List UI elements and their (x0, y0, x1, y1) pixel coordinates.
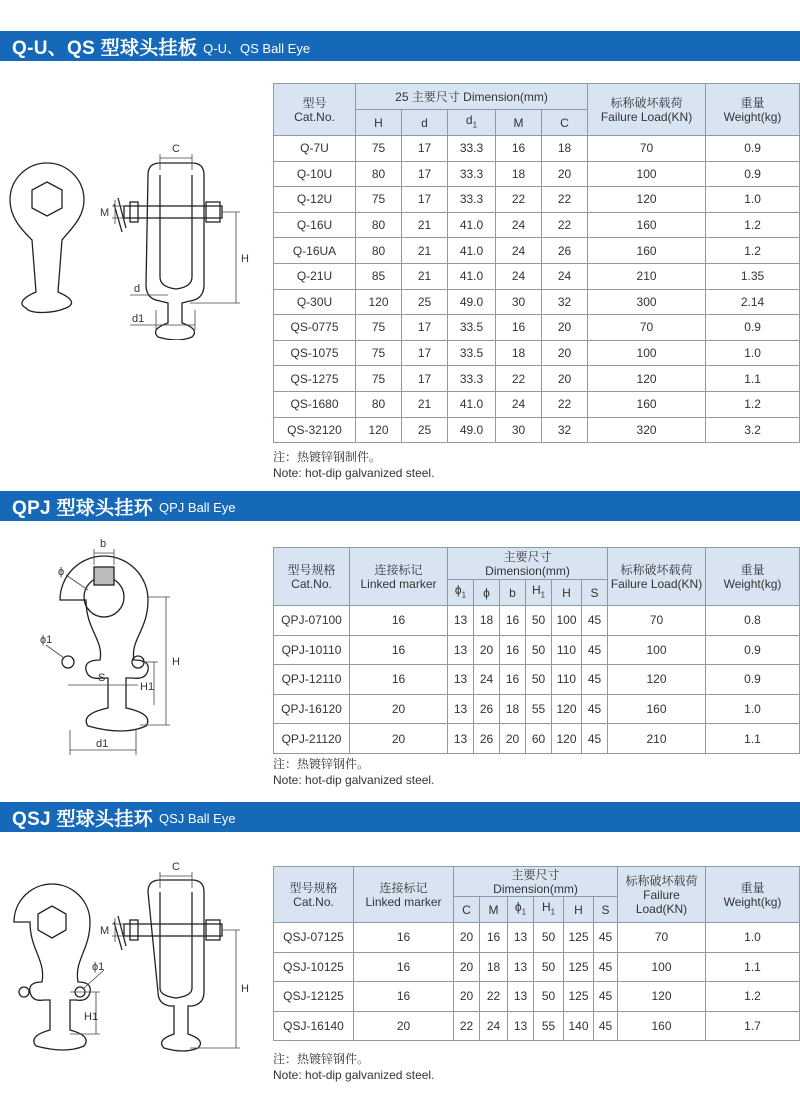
dim-label-b: b (100, 538, 107, 550)
table-cell: 0.9 (706, 635, 800, 665)
table-cell: 20 (454, 982, 480, 1012)
table-cell: 120 (588, 187, 706, 213)
table-cell: 110 (552, 665, 582, 695)
dim-label-m: M (100, 207, 110, 219)
table-row (274, 263, 800, 289)
table-cell: 22 (454, 1011, 480, 1041)
section-title-cn: Q-U、QS 型球头挂板 (12, 37, 198, 59)
table-cell: 16 (500, 635, 526, 665)
table-cell: 125 (564, 952, 594, 982)
table-cell: 41.0 (448, 391, 496, 417)
table-cell: 45 (594, 982, 618, 1012)
table-cell: 110 (552, 635, 582, 665)
table-cell: 17 (402, 340, 448, 366)
col-header-cat: 型号 Cat.No. (274, 84, 356, 136)
table-cell: 100 (588, 161, 706, 187)
table-cell: QS-1275 (274, 366, 356, 392)
note-cn: 注：热镀锌钢件。 (273, 1052, 370, 1066)
table-cell: 30 (496, 417, 542, 443)
dim-label-phi: ϕ (58, 566, 65, 578)
table-row (274, 952, 800, 982)
table-cell: QPJ-07100 (274, 606, 350, 636)
table-cell: QPJ-12110 (274, 665, 350, 695)
table-cell: 45 (594, 923, 618, 953)
table-cell: 26 (542, 238, 588, 264)
table-cell: 320 (588, 417, 706, 443)
qsj-spec-table (273, 866, 800, 1041)
table-row (274, 665, 800, 695)
table-cell: 70 (618, 923, 706, 953)
table-cell: 26 (474, 724, 500, 754)
table-cell: 13 (448, 724, 474, 754)
table-cell: 120 (552, 694, 582, 724)
table-cell: 13 (448, 606, 474, 636)
col-header-s: S (582, 580, 608, 606)
table-cell: 50 (526, 665, 552, 695)
col-header-cat: 型号规格 Cat.No. (274, 548, 350, 606)
qu-note (273, 449, 434, 481)
table-cell: 13 (508, 923, 534, 953)
table-cell: 18 (474, 606, 500, 636)
table-row (274, 238, 800, 264)
table-cell: 20 (542, 161, 588, 187)
table-cell: 75 (356, 340, 402, 366)
table-cell: 100 (552, 606, 582, 636)
dim-label-m: M (100, 925, 110, 937)
table-row (274, 366, 800, 392)
col-header-d: d (402, 110, 448, 136)
table-cell: 50 (526, 635, 552, 665)
table-row (274, 161, 800, 187)
table-cell: 45 (582, 665, 608, 695)
table-row (274, 417, 800, 443)
table-cell: 18 (542, 136, 588, 162)
table-cell: QSJ-10125 (274, 952, 354, 982)
table-cell: 160 (588, 212, 706, 238)
table-cell: 24 (496, 391, 542, 417)
table-cell: 24 (474, 665, 500, 695)
table-cell: 33.3 (448, 187, 496, 213)
col-header-m: M (496, 110, 542, 136)
table-cell: 21 (402, 263, 448, 289)
table-cell: 120 (608, 665, 706, 695)
dim-label-phi1: ϕ1 (40, 634, 53, 646)
table-row (274, 136, 800, 162)
col-header-weight: 重量 Weight(kg) (706, 84, 800, 136)
col-header-phi: ϕ (474, 580, 500, 606)
table-cell: 33.3 (448, 161, 496, 187)
col-header-load: 标称破坏载荷 Failure Load(KN) (608, 548, 706, 606)
table-cell: 16 (350, 665, 448, 695)
col-header-load: 标称破坏载荷 Failure Load(KN) (588, 84, 706, 136)
table-cell: 20 (350, 724, 448, 754)
table-cell: 17 (402, 315, 448, 341)
table-cell: QS-1075 (274, 340, 356, 366)
table-row (274, 289, 800, 315)
dim-label-phi1: ϕ1 (92, 961, 105, 973)
col-header-load: 标称破坏载荷 Failure Load(KN) (618, 867, 706, 923)
table-cell: 17 (402, 366, 448, 392)
table-cell: 24 (496, 263, 542, 289)
qsj-note (273, 1051, 434, 1083)
table-row (274, 1011, 800, 1041)
dim-label-d1: d1 (132, 313, 145, 325)
table-cell: 13 (508, 952, 534, 982)
table-cell: 16 (354, 952, 454, 982)
table-cell: 1.2 (706, 238, 800, 264)
table-cell: 21 (402, 212, 448, 238)
table-cell: 20 (542, 340, 588, 366)
table-cell: 75 (356, 366, 402, 392)
table-row (274, 187, 800, 213)
table-cell: 26 (474, 694, 500, 724)
table-cell: 125 (564, 923, 594, 953)
dim-label-c: C (172, 862, 180, 873)
table-cell: 120 (618, 982, 706, 1012)
table-row (274, 315, 800, 341)
table-row (274, 212, 800, 238)
table-cell: 75 (356, 315, 402, 341)
section-title-en: Q-U、QS Ball Eye (203, 41, 311, 56)
col-header-marker: 连接标记 Linked marker (354, 867, 454, 923)
table-cell: 13 (508, 1011, 534, 1041)
table-cell: 16 (350, 635, 448, 665)
table-cell: 32 (542, 417, 588, 443)
table-cell: 70 (608, 606, 706, 636)
table-cell: 20 (454, 952, 480, 982)
dim-label-s: S (98, 672, 106, 684)
table-cell: 160 (608, 694, 706, 724)
table-cell: Q-16U (274, 212, 356, 238)
note-cn: 注：热镀锌钢件。 (273, 757, 370, 771)
table-cell: 1.1 (706, 366, 800, 392)
table-cell: 45 (582, 694, 608, 724)
table-cell: 22 (542, 212, 588, 238)
table-cell: 50 (526, 606, 552, 636)
table-cell: 1.35 (706, 263, 800, 289)
table-cell: 18 (496, 161, 542, 187)
table-cell: 20 (354, 1011, 454, 1041)
dim-label-h1: H1 (84, 1011, 99, 1023)
col-header-c: C (454, 897, 480, 923)
col-header-h: H (564, 897, 594, 923)
table-cell: Q-21U (274, 263, 356, 289)
table-cell: Q-7U (274, 136, 356, 162)
table-cell: 50 (534, 982, 564, 1012)
table-cell: 100 (608, 635, 706, 665)
table-row (274, 635, 800, 665)
table-cell: 45 (594, 1011, 618, 1041)
table-cell: 1.2 (706, 212, 800, 238)
table-cell: 80 (356, 161, 402, 187)
table-cell: Q-16UA (274, 238, 356, 264)
qpj-spec-table (273, 547, 800, 754)
table-cell: 13 (508, 982, 534, 1012)
table-cell: 49.0 (448, 417, 496, 443)
table-cell: 22 (496, 187, 542, 213)
dim-label-h: H (172, 656, 180, 668)
qpj-note (273, 756, 434, 788)
col-header-dimension: 主要尺寸 Dimension(mm) (448, 548, 608, 580)
table-cell: QS-0775 (274, 315, 356, 341)
table-cell: 24 (542, 263, 588, 289)
table-cell: 50 (534, 952, 564, 982)
table-cell: QPJ-16120 (274, 694, 350, 724)
table-cell: 125 (564, 982, 594, 1012)
table-row (274, 391, 800, 417)
col-header-dimension: 25 主要尺寸 Dimension(mm) (356, 84, 588, 110)
table-cell: 17 (402, 136, 448, 162)
section-title-cn: QSJ 型球头挂环 (12, 808, 153, 830)
table-cell: 0.9 (706, 161, 800, 187)
dim-label-h: H (241, 983, 249, 995)
table-cell: 17 (402, 161, 448, 187)
dim-label-c: C (172, 143, 180, 155)
table-cell: 160 (588, 391, 706, 417)
qpj-technical-drawing (30, 535, 230, 757)
table-row (274, 982, 800, 1012)
table-cell: 85 (356, 263, 402, 289)
table-cell: 45 (582, 606, 608, 636)
table-cell: 0.8 (706, 606, 800, 636)
table-cell: 30 (496, 289, 542, 315)
table-cell: 55 (534, 1011, 564, 1041)
table-cell: 1.1 (706, 952, 800, 982)
qsj-technical-drawing (0, 862, 268, 1072)
table-cell: 120 (588, 366, 706, 392)
table-cell: 22 (542, 391, 588, 417)
table-cell: 21 (402, 391, 448, 417)
table-cell: 16 (500, 606, 526, 636)
table-cell: 3.2 (706, 417, 800, 443)
table-cell: 16 (480, 923, 508, 953)
table-cell: 41.0 (448, 263, 496, 289)
table-cell: 16 (496, 315, 542, 341)
table-cell: 100 (588, 340, 706, 366)
table-cell: 24 (496, 212, 542, 238)
table-cell: QPJ-21120 (274, 724, 350, 754)
table-cell: 49.0 (448, 289, 496, 315)
table-cell: 25 (402, 289, 448, 315)
table-cell: 16 (350, 606, 448, 636)
table-cell: 120 (356, 417, 402, 443)
table-cell: 160 (618, 1011, 706, 1041)
table-cell: 13 (448, 665, 474, 695)
table-cell: 16 (354, 923, 454, 953)
section-banner-qpj (0, 491, 800, 521)
table-cell: 33.3 (448, 366, 496, 392)
table-cell: 24 (480, 1011, 508, 1041)
table-cell: 55 (526, 694, 552, 724)
table-cell: 80 (356, 212, 402, 238)
table-cell: 140 (564, 1011, 594, 1041)
table-cell: 33.5 (448, 315, 496, 341)
table-cell: 22 (542, 187, 588, 213)
col-header-s: S (594, 897, 618, 923)
col-header-phi1: $\phi_1$ (448, 580, 474, 606)
table-row (274, 923, 800, 953)
col-header-d1: $d_1$ (448, 110, 496, 136)
table-cell: 1.2 (706, 391, 800, 417)
col-header-h: H (552, 580, 582, 606)
table-cell: 20 (542, 315, 588, 341)
note-en: Note: hot-dip galvanized steel. (273, 466, 435, 480)
table-cell: 45 (582, 635, 608, 665)
col-header-dimension: 主要尺寸 Dimension(mm) (454, 867, 618, 897)
dim-label-d: d (134, 283, 141, 295)
table-cell: 17 (402, 187, 448, 213)
table-cell: 1.0 (706, 694, 800, 724)
table-cell: 210 (608, 724, 706, 754)
table-cell: 1.1 (706, 724, 800, 754)
table-row (274, 694, 800, 724)
section-title-en: QSJ Ball Eye (159, 811, 236, 826)
dim-label-d1: d1 (96, 738, 109, 750)
col-header-cat: 型号规格 Cat.No. (274, 867, 354, 923)
table-cell: 50 (534, 923, 564, 953)
note-en: Note: hot-dip galvanized steel. (273, 1068, 435, 1082)
qu-technical-drawing (0, 140, 268, 340)
table-cell: 80 (356, 238, 402, 264)
table-cell: 20 (500, 724, 526, 754)
table-cell: 160 (588, 238, 706, 264)
table-cell: 16 (496, 136, 542, 162)
table-cell: 80 (356, 391, 402, 417)
section-title-en: QPJ Ball Eye (159, 500, 236, 515)
col-header-marker: 连接标记 Linked marker (350, 548, 448, 606)
table-cell: 20 (350, 694, 448, 724)
table-cell: 33.5 (448, 340, 496, 366)
table-cell: 45 (594, 952, 618, 982)
table-cell: 70 (588, 136, 706, 162)
table-cell: Q-12U (274, 187, 356, 213)
section-banner-qu (0, 31, 800, 61)
table-cell: 45 (582, 724, 608, 754)
table-cell: 16 (500, 665, 526, 695)
table-cell: 22 (496, 366, 542, 392)
table-row (274, 340, 800, 366)
col-header-m: M (480, 897, 508, 923)
table-cell: Q-10U (274, 161, 356, 187)
table-cell: Q-30U (274, 289, 356, 315)
table-cell: 1.0 (706, 187, 800, 213)
table-cell: 25 (402, 417, 448, 443)
table-cell: 22 (480, 982, 508, 1012)
table-cell: 32 (542, 289, 588, 315)
table-cell: 21 (402, 238, 448, 264)
table-cell: 20 (542, 366, 588, 392)
table-cell: 100 (618, 952, 706, 982)
table-cell: QS-32120 (274, 417, 356, 443)
table-cell: 120 (356, 289, 402, 315)
table-cell: QSJ-12125 (274, 982, 354, 1012)
col-header-h1: $H_1$ (526, 580, 552, 606)
table-cell: 0.9 (706, 665, 800, 695)
table-cell: QSJ-07125 (274, 923, 354, 953)
table-cell: QPJ-10110 (274, 635, 350, 665)
col-header-b: b (500, 580, 526, 606)
section-title-cn: QPJ 型球头挂环 (12, 497, 153, 519)
table-cell: 75 (356, 187, 402, 213)
table-cell: 13 (448, 694, 474, 724)
col-header-c: C (542, 110, 588, 136)
table-cell: 120 (552, 724, 582, 754)
table-cell: 13 (448, 635, 474, 665)
table-row (274, 606, 800, 636)
table-cell: 16 (354, 982, 454, 1012)
col-header-weight: 重量 Weight(kg) (706, 548, 800, 606)
table-cell: 18 (500, 694, 526, 724)
col-header-h: H (356, 110, 402, 136)
table-cell: 2.14 (706, 289, 800, 315)
table-cell: 41.0 (448, 238, 496, 264)
table-row (274, 724, 800, 754)
table-cell: QS-1680 (274, 391, 356, 417)
table-cell: 41.0 (448, 212, 496, 238)
section-banner-qsj (0, 802, 800, 832)
table-cell: 18 (480, 952, 508, 982)
table-cell: 20 (474, 635, 500, 665)
table-cell: 24 (496, 238, 542, 264)
dim-label-h: H (241, 253, 249, 265)
table-cell: 60 (526, 724, 552, 754)
col-header-h1: $H_1$ (534, 897, 564, 923)
table-cell: QSJ-16140 (274, 1011, 354, 1041)
table-cell: 70 (588, 315, 706, 341)
note-en: Note: hot-dip galvanized steel. (273, 773, 435, 787)
table-cell: 0.9 (706, 136, 800, 162)
table-cell: 1.2 (706, 982, 800, 1012)
qu-spec-table (273, 83, 800, 443)
table-cell: 300 (588, 289, 706, 315)
table-cell: 18 (496, 340, 542, 366)
dim-label-h1: H1 (140, 681, 155, 693)
table-cell: 33.3 (448, 136, 496, 162)
table-cell: 75 (356, 136, 402, 162)
table-cell: 0.9 (706, 315, 800, 341)
col-header-phi1: $\phi_1$ (508, 897, 534, 923)
note-cn: 注：热镀锌钢制件。 (273, 450, 382, 464)
table-cell: 1.0 (706, 923, 800, 953)
table-cell: 20 (454, 923, 480, 953)
col-header-weight: 重量 Weight(kg) (706, 867, 800, 923)
table-cell: 1.0 (706, 340, 800, 366)
table-cell: 210 (588, 263, 706, 289)
table-cell: 1.7 (706, 1011, 800, 1041)
